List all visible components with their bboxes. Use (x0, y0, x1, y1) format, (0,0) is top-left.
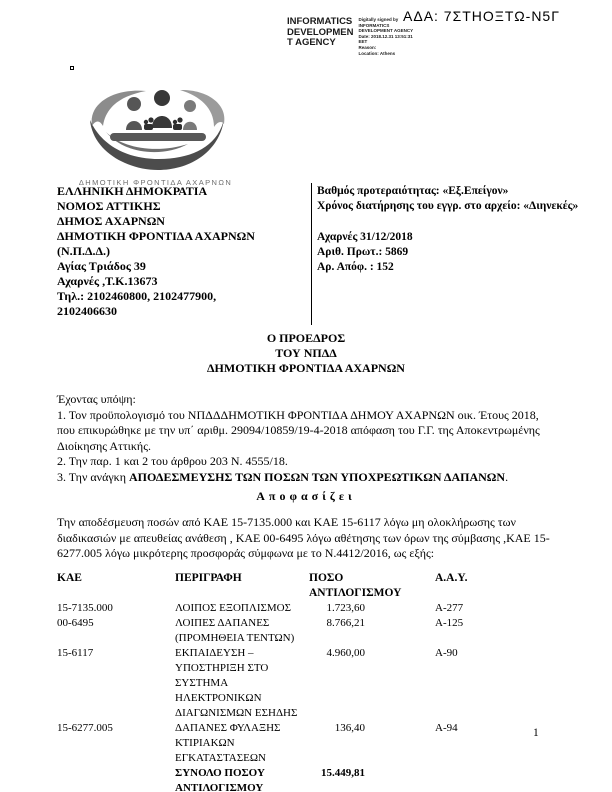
cell-amount: 8.766,21 (326, 617, 365, 629)
cell-amount: 4.960,00 (326, 647, 365, 659)
decision-title: Ο ΠΡΟΕΔΡΟΣ ΤΟΥ ΝΠΔΔ ΔΗΜΟΤΙΚΗ ΦΡΟΝΤΙΔΑ ΑΧΑΡΝΩΝ (207, 331, 405, 375)
commitments-table (57, 571, 562, 792)
having-regard-item1: 1. Τον προϋπολογισμό του ΝΠΔΔΔΗΜΟΤΙΚΗ ΦΡΟΝΤΙΔΑ ΔΗΜΟΥ ΑΧΑΡΝΩΝ οικ. Έτους 2018, που επικυρώθηκε με την υπ΄ αριθμ. 29094/10859/19-4-2018 απόφαση του Γ.Γ. της Αποκεντρωμένης Διοίκησης Αττικής. (57, 407, 540, 453)
cell-aay: Α-277 (435, 602, 464, 614)
org-line: Αγίας Τριάδος 39 (57, 259, 146, 273)
org-line: ΕΛΛΗΝΙΚΗ ΔΗΜΟΚΡΑΤΙΑ (57, 184, 208, 198)
table-row (57, 646, 562, 721)
header-description: ΠΕΡΙΓΡΑΦΗ (175, 572, 242, 584)
square-bullet-icon (70, 66, 74, 70)
total-amount: 15.449,81 (321, 767, 365, 779)
cell-description: ΔΑΠΑΝΕΣ ΦΥΛΑΞΗΣ ΚΤΙΡΙΑΚΩΝ ΕΓΚΑΤΑΣΤΑΣΕΩΝ (175, 722, 281, 764)
cell-amount: 1.723,60 (326, 602, 365, 614)
having-regard-item3: 3. Την ανάγκη ΑΠΟΔΕΣΜΕΥΣΗΣ ΤΩΝ ΠΟΣΩΝ ΤΩΝ ΥΠΟΧΡΕΩΤΙΚΩΝ ΔΑΠΑΝΩΝ. (57, 469, 509, 484)
org-line: (Ν.Π.Δ.Δ.) (57, 244, 111, 258)
header-aay: Α.Α.Υ. (435, 572, 468, 584)
logo-graphic-icon (76, 86, 236, 172)
cell-description: ΛΟΙΠΟΣ ΕΞΟΠΛΙΣΜΟΣ (175, 602, 292, 614)
cell-kae: 00-6495 (57, 617, 94, 629)
org-line: Τηλ.: 2102460800, 2102477900, (57, 289, 217, 303)
org-line: ΔΗΜΟΤΙΚΗ ΦΡΟΝΤΙΔΑ ΑΧΑΡΝΩΝ (57, 229, 255, 243)
cell-aay: Α-90 (435, 647, 458, 659)
having-regard-item2: 2. Την παρ. 1 και 2 του άρθρου 203 Ν. 4555/18. (57, 454, 288, 468)
total-aay-spacer (417, 766, 562, 792)
org-line: 2102406630 (57, 304, 117, 318)
table-total-row (57, 766, 562, 792)
release-emphasis: ΑΠΟΔΕΣΜΕΥΣΗΣ ΤΩΝ ΠΟΣΩΝ ΤΩΝ ΥΠΟΧΡΕΩΤΙΚΩΝ ΔΑΠΑΝΩΝ (129, 469, 506, 484)
header-divider (311, 183, 312, 325)
cell-kae: 15-7135.000 (57, 602, 113, 614)
table-row (57, 721, 562, 766)
table-header-row (57, 571, 562, 601)
place-date-line: Αχαρνές 31/12/2018 (317, 231, 413, 243)
ada-code: ΑΔΑ: 7ΣΤΗΟΞΤΩ-Ν5Γ (403, 8, 560, 24)
signature-details: Digitally signed by INFORMATICS DEVELOPMENT AGENCY Date: 2018.12.31 13:51:31 EET Reason: Location: Athens (358, 17, 414, 56)
signature-agency-name: INFORMATICS DEVELOPMEN T AGENCY (287, 16, 354, 48)
cell-kae: 15-6117 (57, 647, 94, 659)
cell-kae: 15-6277.005 (57, 722, 113, 734)
page-number: 1 (533, 727, 539, 739)
having-regard-section (57, 392, 555, 485)
total-spacer (57, 766, 175, 792)
cell-aay: Α-125 (435, 617, 464, 629)
priority-line: Βαθμός προτεραιότητας: «Εξ.Επείγον» (317, 185, 509, 197)
org-header-block (57, 184, 307, 319)
org-line: ΝΟΜΟΣ ΑΤΤΙΚΗΣ (57, 199, 161, 213)
retention-line: Χρόνος διατήρησης του εγγρ. στο αρχείο: «Διηνεκές» (317, 200, 579, 212)
table-row (57, 601, 562, 616)
decides-heading: Αποφασίζει (256, 489, 356, 503)
decides-paragraph: Την αποδέσμευση ποσών από ΚΑΕ 15-7135.000 και ΚΑΕ 15-6117 λόγω μη ολοκλήρωσης των διαδικασιών με απευθείας ανάθεση , ΚΑΕ 00-6495 λόγω αθέτησης των όρων της σύμβασης ,ΚΑΕ 15-6277.005 λόγω μικρότερης προσφοράς σύμφωνα με το Ν.4412/2016, ως εξής: (57, 515, 550, 560)
decision-number-line: Αρ. Απόφ. : 152 (317, 261, 394, 273)
cell-amount: 136,40 (334, 722, 365, 734)
org-line: ΔΗΜΟΣ ΑΧΑΡΝΩΝ (57, 214, 165, 228)
cell-aay: Α-94 (435, 722, 458, 734)
table-row (57, 616, 562, 646)
meta-header-block (317, 184, 597, 275)
protocol-number-line: Αριθ. Πρωτ.: 5869 (317, 246, 409, 258)
total-label: ΣΥΝΟΛΟ ΠΟΣΟΥ ΑΝΤΙΛΟΓΙΣΜΟΥ (175, 767, 265, 792)
cell-description: ΛΟΙΠΕΣ ΔΑΠΑΝΕΣ (ΠΡΟΜΗΘΕΙΑ ΤΕΝΤΩΝ) (175, 617, 295, 644)
spacer (317, 214, 597, 230)
header-kae: ΚΑΕ (57, 572, 82, 584)
header-amount: ΠΟΣΟ ΑΝΤΙΛΟΓΙΣΜΟΥ (309, 572, 402, 599)
digital-signature-stamp (287, 17, 413, 56)
organization-logo (73, 86, 238, 187)
cell-description: ΕΚΠΑΙΔΕΥΣΗ –ΥΠΟΣΤΗΡΙΞΗ ΣΤΟ ΣΥΣΤΗΜΑ ΗΛΕΚΤΡΟΝΙΚΩΝ ΔΙΑΓΩΝΙΣΜΩΝ ΕΣΗΔΗΣ (175, 647, 298, 719)
logo-caption: ΔΗΜΟΤΙΚΗ ΦΡΟΝΤΙΔΑ ΑΧΑΡΝΩΝ (78, 178, 233, 187)
org-line: Αχαρνές ,Τ.Κ.13673 (57, 274, 158, 288)
having-regard-intro: Έχοντας υπόψη: (57, 392, 136, 406)
